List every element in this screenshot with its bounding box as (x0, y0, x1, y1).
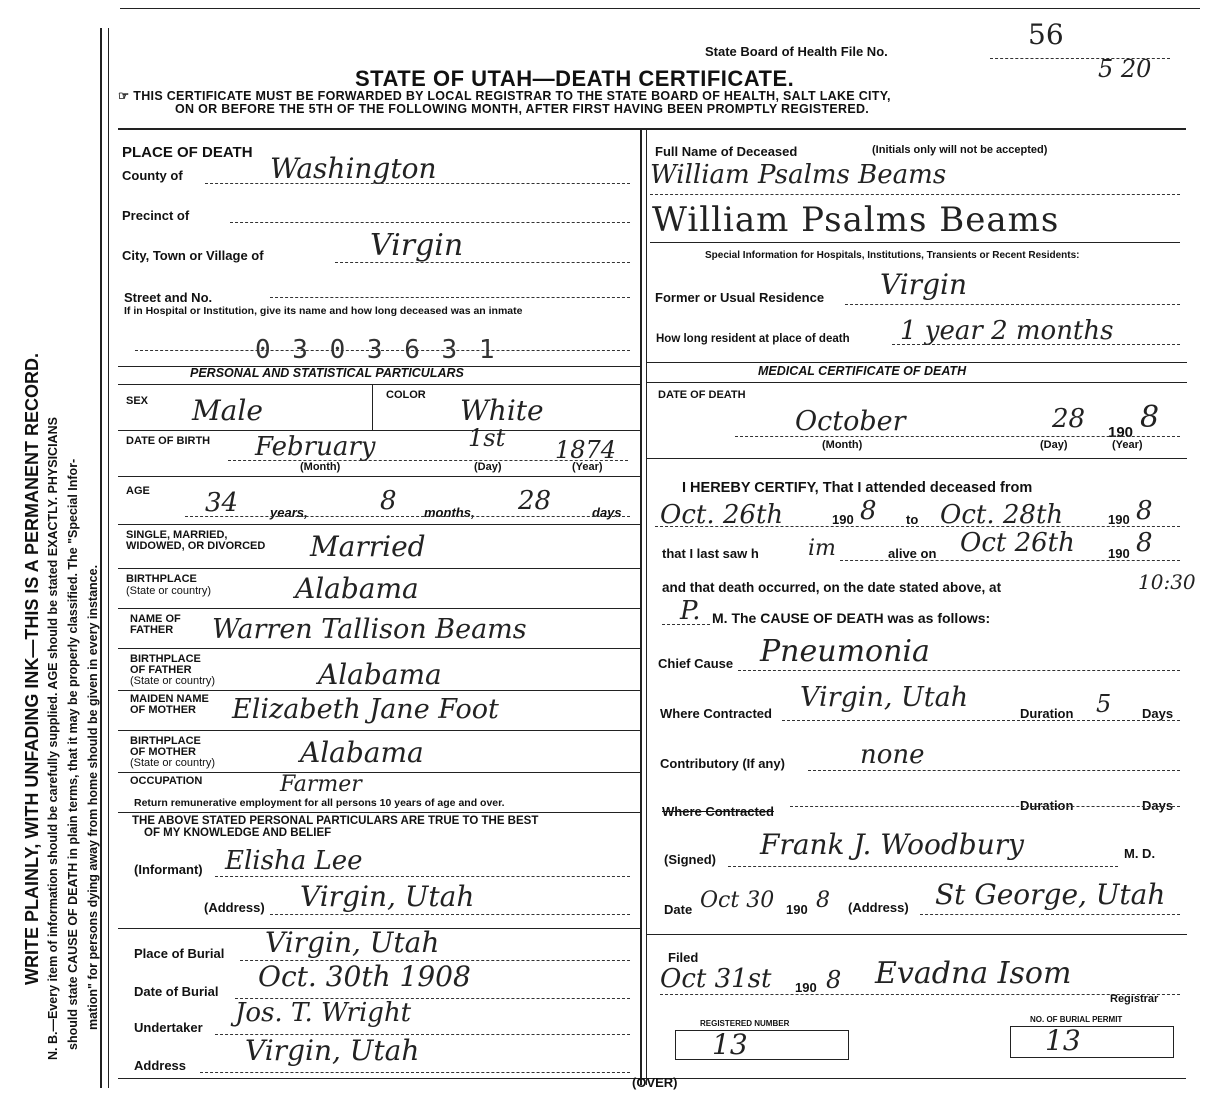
attended-from-year-digit: 8 (860, 496, 877, 526)
filed-year-prefix: 190 (795, 980, 817, 995)
where-contracted-line-2 (790, 806, 1180, 807)
registrar-signature: Evadna Isom (875, 956, 1072, 991)
last-saw-year-digit: 8 (1136, 528, 1153, 558)
mother-birthplace-label-1: BIRTHPLACE (130, 735, 201, 747)
center-divider (640, 130, 642, 1085)
father-label-1: NAME OF (130, 613, 181, 625)
death-meridiem: P. (680, 596, 701, 626)
father-row-rule (118, 648, 640, 649)
chief-cause-line (738, 670, 1180, 671)
street-label: Street and No. (124, 290, 213, 305)
chief-cause-label: Chief Cause (658, 656, 734, 671)
where-contracted-label-2: Where Contracted (662, 804, 774, 819)
dob-day-caption: (Day) (474, 461, 502, 473)
death-date-label: DATE OF DEATH (658, 389, 746, 401)
contributory-line (808, 770, 1180, 771)
personal-bottom-rule (118, 384, 640, 385)
mother-birthplace-label-2: OF MOTHER (130, 746, 196, 758)
color-label: COLOR (386, 389, 426, 401)
dob-line (228, 460, 628, 461)
filed-label: Filed (668, 950, 699, 965)
informant-value: Elisha Lee (225, 846, 363, 876)
attended-line (655, 526, 1180, 527)
over-label: (OVER) (632, 1075, 678, 1090)
marital-label-1: SINGLE, MARRIED, (126, 529, 228, 541)
sex-row-rule (118, 430, 640, 431)
place-of-death-heading: PLACE OF DEATH (122, 144, 253, 161)
medical-heading: MEDICAL CERTIFICATE OF DEATH (758, 364, 967, 378)
file-no-value: 56 (1028, 18, 1064, 51)
top-border (120, 8, 1200, 9)
note-line-2: should state CAUSE OF DEATH in plain terms, that it may be properly classified. The "Special Infor- (66, 458, 80, 1050)
dob-month-caption: (Month) (300, 461, 341, 473)
hospital-note: If in Hospital or Institution, give its name and how long deceased was an inmate (124, 305, 523, 317)
father-birthplace-caption: (State or country) (130, 675, 215, 687)
dob-month: February (255, 432, 376, 462)
signed-address-line (920, 914, 1180, 915)
informant-address-line (270, 914, 630, 915)
deceased-name-line (650, 194, 1180, 195)
instructions-line-2: ON OR BEFORE THE 5TH OF THE FOLLOWING MONTH, AFTER FIRST HAVING BEEN PROMPTLY REGISTERED. (175, 102, 870, 116)
age-row-rule (118, 524, 640, 525)
undertaker-label: Undertaker (134, 1020, 203, 1035)
mother-birthplace-caption: (State or country) (130, 757, 215, 769)
physician-signature: Frank J. Woodbury (760, 828, 1024, 861)
filed-year-digit: 8 (826, 966, 842, 994)
days-label-2: Days (1142, 798, 1174, 813)
age-years-label: years, (270, 505, 308, 520)
attended-to-date: Oct. 28th (940, 500, 1064, 530)
signed-year-prefix: 190 (786, 902, 808, 917)
contributory-value: none (860, 740, 925, 770)
residence-line (845, 304, 1180, 305)
certificate-title: STATE OF UTAH—DEATH CERTIFICATE. (355, 66, 795, 91)
filed-line (660, 994, 1180, 995)
informant-line (215, 876, 630, 877)
mother-label-1: MAIDEN NAME (130, 693, 209, 705)
chief-cause-value: Pneumonia (760, 634, 930, 669)
birthplace-caption: (State or country) (126, 585, 211, 597)
age-months-label: months, (424, 505, 475, 520)
resident-value: 1 year 2 months (900, 316, 1114, 346)
father-birthplace-row-rule (118, 690, 640, 691)
attended-to-year-prefix: 190 (1108, 512, 1130, 527)
deceased-name-signature: William Psalms Beams (650, 160, 947, 190)
burial-place-value: Virgin, Utah (265, 926, 440, 959)
dob-row-rule (118, 476, 640, 477)
last-saw-date: Oct 26th (960, 528, 1075, 558)
city-value: Virgin (370, 228, 464, 263)
note-line-3: mation" for persons dying away from home should be given in every instance. (86, 564, 100, 1030)
last-saw-prefix: that I last saw h (662, 546, 759, 561)
age-months: 8 (380, 486, 397, 516)
where-contracted-value: Virgin, Utah (800, 682, 969, 713)
father-birthplace-label-1: BIRTHPLACE (130, 653, 201, 665)
deceased-name-label: Full Name of Deceased (655, 144, 798, 159)
mother-row-rule (118, 730, 640, 731)
color-value: White (460, 394, 544, 427)
contributory-label: Contributory (If any) (660, 756, 785, 771)
where-contracted-line (782, 720, 1180, 721)
form-left-border (100, 28, 102, 1088)
last-saw-suffix: alive on (888, 546, 937, 561)
father-label-2: FATHER (130, 624, 174, 636)
burial-permit-box (1010, 1026, 1174, 1058)
form-left-border-inner (108, 28, 109, 1088)
death-year-caption: (Year) (1112, 439, 1143, 451)
deceased-name-rule (650, 242, 1180, 243)
death-month-caption: (Month) (822, 439, 863, 451)
occupation-row-rule (118, 812, 640, 813)
attestation-line-1: THE ABOVE STATED PERSONAL PARTICULARS ARE TRUE TO THE BEST (132, 815, 539, 827)
duration-value: 5 (1096, 690, 1112, 718)
deceased-name-note: (Initials only will not be accepted) (872, 144, 1048, 156)
sex-value: Male (192, 394, 263, 427)
burial-date-value: Oct. 30th 1908 (258, 960, 471, 993)
attestation-line-2: OF MY KNOWLEDGE AND BELIEF (144, 827, 332, 839)
birthplace-label: BIRTHPLACE (126, 573, 197, 585)
instructions-line-1: ☞ THIS CERTIFICATE MUST BE FORWARDED BY LOCAL REGISTRAR TO THE STATE BOARD OF HEALTH, SALT LAKE CITY, (118, 89, 891, 103)
sex-color-divider (372, 385, 373, 430)
note-line-1: N. B.—Every item of information should be carefully supplied. AGE should be stated EXACTLY. PHYSICIANS (46, 417, 60, 1060)
city-label: City, Town or Village of (122, 248, 264, 263)
death-year-digit: 8 (1140, 400, 1160, 435)
county-value: Washington (270, 152, 437, 185)
duration-days-label: Days (1142, 706, 1174, 721)
father-value: Warren Tallison Beams (212, 614, 527, 645)
signed-address-label: (Address) (848, 900, 909, 915)
precinct-label: Precinct of (122, 208, 190, 223)
death-day-caption: (Day) (1040, 439, 1068, 451)
death-year-prefix: 190 (1108, 424, 1134, 441)
resident-label: How long resident at place of death (656, 333, 850, 345)
filed-date: Oct 31st (660, 964, 772, 994)
registered-number-label: REGISTERED NUMBER (700, 1019, 790, 1028)
dob-label: DATE OF BIRTH (126, 435, 211, 447)
resident-line (892, 344, 1180, 345)
meridiem-line (662, 624, 710, 625)
attended-from-year-prefix: 190 (832, 512, 854, 527)
street-line (270, 297, 630, 298)
mother-value: Elizabeth Jane Foot (232, 694, 499, 725)
father-birthplace-value: Alabama (318, 658, 442, 691)
death-occurred-text: and that death occurred, on the date stated above, at (662, 580, 1002, 595)
marital-value: Married (310, 530, 426, 563)
attended-from-date: Oct. 26th (660, 500, 784, 530)
last-saw-year-prefix: 190 (1108, 546, 1130, 561)
death-date-line (735, 436, 1180, 437)
signed-line (728, 866, 1118, 867)
age-years: 34 (205, 488, 239, 518)
informant-label: (Informant) (134, 862, 203, 877)
stamp-number: 0 3 0 3 6 3 1 (255, 335, 498, 365)
signed-label: (Signed) (664, 852, 716, 867)
medical-bottom-rule (647, 382, 1187, 383)
birthplace-row-rule (118, 608, 640, 609)
occupation-label: OCCUPATION (130, 775, 203, 787)
precinct-line (230, 222, 630, 223)
attended-to-year-digit: 8 (1136, 496, 1153, 526)
cause-text: M. The CAUSE OF DEATH was as follows: (712, 610, 991, 626)
signed-date-value: Oct 30 (700, 888, 775, 913)
dob-year-caption: (Year) (572, 461, 603, 473)
md-label: M. D. (1124, 846, 1156, 861)
personal-heading: PERSONAL AND STATISTICAL PARTICULARS (190, 366, 464, 380)
permanent-record-notice: WRITE PLAINLY, WITH UNFADING INK—THIS IS A PERMANENT RECORD. (22, 352, 42, 985)
mother-birthplace-row-rule (118, 772, 640, 773)
last-saw-fill: im (808, 536, 836, 561)
duration-label: Duration (1020, 706, 1074, 721)
marital-label-2: WIDOWED, OR DIVORCED (126, 540, 266, 552)
residence-label: Former or Usual Residence (655, 290, 825, 305)
medical-top-rule (647, 362, 1187, 363)
duration-label-2: Duration (1020, 798, 1074, 813)
signed-address-value: St George, Utah (935, 878, 1166, 911)
center-divider-2 (646, 130, 647, 1085)
informant-address-label: (Address) (204, 900, 265, 915)
undertaker-value: Jos. T. Wright (235, 998, 412, 1028)
undertaker-address-label: Address (134, 1058, 187, 1073)
occupation-note: Return remunerative employment for all persons 10 years of age and over. (134, 797, 505, 809)
death-day: 28 (1052, 404, 1086, 434)
dob-day: 1st (468, 424, 506, 452)
deceased-name-printed: William Psalms Beams (652, 200, 1060, 240)
age-line (185, 516, 630, 517)
burial-permit-value: 13 (1045, 1024, 1081, 1057)
sidebar-notes (0, 0, 100, 1097)
signed-date-label: Date (664, 902, 693, 917)
burial-place-label: Place of Burial (134, 946, 225, 961)
informant-address-value: Virgin, Utah (300, 880, 475, 913)
death-month: October (795, 406, 906, 437)
last-saw-line (840, 560, 1180, 561)
file-no-extra: 5 20 (1098, 55, 1152, 83)
registrar-label: Registrar (1110, 993, 1159, 1005)
signed-year-digit: 8 (816, 888, 830, 913)
burial-date-label: Date of Burial (134, 984, 219, 999)
registered-number-value: 13 (712, 1028, 748, 1061)
dob-year: 1874 (555, 436, 617, 464)
filing-top-rule (647, 934, 1187, 935)
certify-text: I HEREBY CERTIFY, That I attended deceased from (682, 480, 1033, 496)
mother-birthplace-value: Alabama (300, 736, 424, 769)
county-label: County of (122, 168, 183, 183)
age-label: AGE (126, 485, 150, 497)
file-no-label: State Board of Health File No. (705, 44, 888, 59)
death-time: 10:30 (1138, 570, 1196, 594)
where-contracted-label: Where Contracted (660, 706, 772, 721)
undertaker-address-line (200, 1072, 630, 1073)
age-days: 28 (518, 486, 552, 516)
sex-label: SEX (126, 395, 149, 407)
occupation-value: Farmer (280, 772, 362, 797)
mother-label-2: OF MOTHER (130, 704, 196, 716)
residence-value: Virgin (880, 268, 967, 301)
attended-to-label: to (906, 512, 919, 527)
marital-row-rule (118, 568, 640, 569)
burial-permit-label: NO. OF BURIAL PERMIT (1030, 1015, 1123, 1024)
registered-number-box (675, 1030, 849, 1060)
death-date-rule (647, 458, 1187, 459)
father-birthplace-label-2: OF FATHER (130, 664, 192, 676)
age-days-label: days (592, 505, 622, 520)
undertaker-address-value: Virgin, Utah (245, 1034, 420, 1067)
birthplace-value: Alabama (295, 572, 419, 605)
special-info-note: Special Information for Hospitals, Institutions, Transients or Recent Residents: (705, 250, 1080, 261)
